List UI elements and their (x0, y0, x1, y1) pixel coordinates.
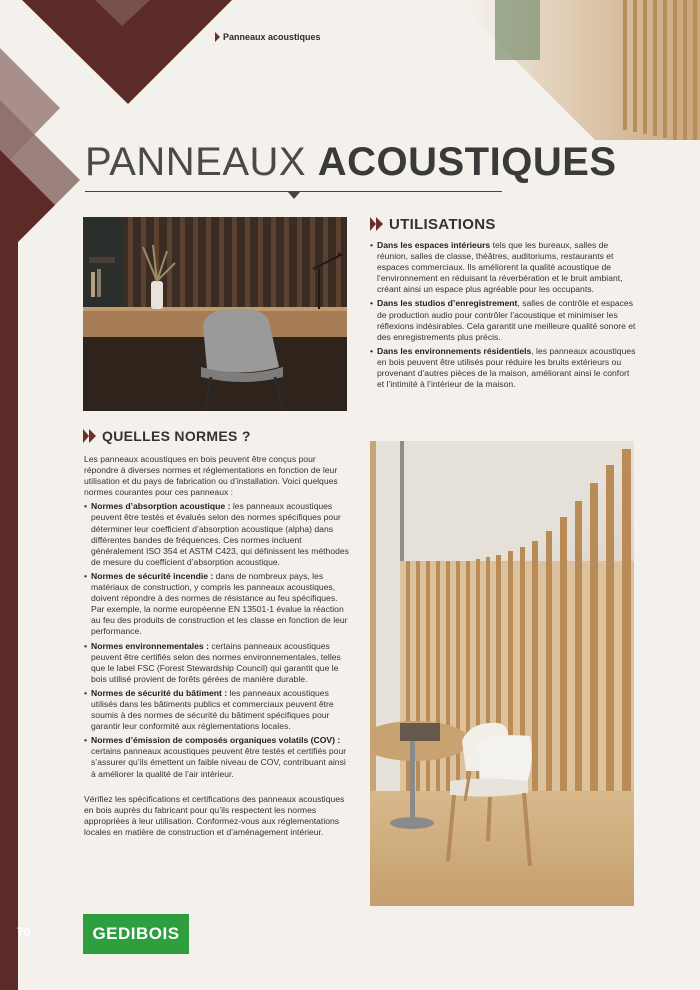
top-right-slat-photo (455, 0, 700, 140)
normes-intro: Les panneaux acoustiques en bois peuvent être conçus pour répondre à diverses normes et réglementations en fonction de leur utilisation et du pays de fabrication ou d’installation. Voici quelques normes courantes pour ces panneaux : (84, 454, 338, 498)
list-item: • Dans les environnements résidentiels, les panneaux acoustiques en bois peuvent être utilisés pour réduire les bruits extérieurs ou provenant d’autres pièces de la maison, améliorant ainsi le confort et l’intimité à l’intérieur de la maison. (370, 346, 636, 390)
list-item: • Normes de sécurité incendie : dans de nombreux pays, les matériaux de construction, y compris les panneaux acoustiques, doivent répondre à des normes de résistance au feu spécifiques. Par exemple, la norme européenne EN 13501-1 évalue la réaction au feu des produits de construction et les classe en fonction de leur performance. (84, 571, 349, 638)
list-item: • Dans les espaces intérieurs tels que les bureaux, salles de réunion, salles de classe, théâtres, auditoriums, restaurants et espaces commerciaux. Ils améliorent la qualité acoustique de l’environnement en réduisant la réverbération et le bruit ambiant, créant ainsi un espace plus agréable pour les occupants. (370, 240, 636, 295)
gedibois-logo: GEDIBOIS (83, 914, 189, 954)
title-bold: ACOUSTIQUES (317, 140, 617, 184)
chevron-right-icon (215, 32, 220, 42)
list-item: • Normes d’émission de composés organiques volatils (COV) : certains panneaux acoustiques peuvent être testés et certifiés pour s’assurer qu’ils émettent un faible niveau de COV, contribuant ainsi à améliorer la qualité de l’air intérieur. (84, 735, 349, 779)
list-item: • Normes d’absorption acoustique : les panneaux acoustiques peuvent être testés et évalués selon des normes spécifiques pour déterminer leur coefficient d’absorption acoustique (alpha) dans différentes bandes de fréquences. Ces normes incluent généralement ISO 354 et ASTM C423, qui définissent les méthodes de mesure du coefficient d’absorption acoustique. (84, 501, 349, 568)
title-divider-notch (288, 192, 300, 199)
utilisations-list (370, 240, 636, 390)
desk-photo (83, 217, 347, 411)
list-item: • Normes environnementales : certains panneaux acoustiques peuvent être certifiés selon des normes environnementales, telles que le label FSC (Forest Stewardship Council) qui garantit que le bois utilisé provient de forêts gérées de manière durable. (84, 641, 349, 685)
normes-outro: Vérifiez les spécifications et certifications des panneaux acoustiques en bois auprès du fabricant pour qu’ils respectent les normes appropriées à leur utilisation. Conformez-vous aux réglementations locales en matière de construction et d’aménagement intérieur. (84, 793, 345, 837)
page-number: 70 (17, 925, 31, 939)
page-title (85, 140, 617, 185)
breadcrumb-label: Panneaux acoustiques (223, 32, 321, 42)
utilisations-heading (370, 216, 496, 233)
breadcrumb (215, 32, 321, 42)
double-chevron-icon (83, 429, 96, 444)
room-photo (370, 441, 634, 906)
normes-heading-label: QUELLES NORMES ? (102, 428, 251, 444)
utilisations-heading-label: UTILISATIONS (389, 216, 496, 233)
normes-text (84, 454, 349, 838)
list-item: • Dans les studios d’enregistrement, salles de contrôle et espaces de production audio pour contrôler l’acoustique et minimiser les réflexions indésirables. Cela garantit une meilleure qualité sonore et des enregistrements plus précis. (370, 298, 636, 342)
normes-heading (83, 428, 251, 444)
title-light: PANNEAUX (85, 140, 307, 184)
double-chevron-icon (370, 217, 383, 232)
list-item: • Normes de sécurité du bâtiment : les panneaux acoustiques utilisés dans les bâtiments publics et commerciaux peuvent être soumis à des normes de sécurité du bâtiment spécifiques pour garantir leur conformité aux réglementations locales. (84, 688, 349, 732)
